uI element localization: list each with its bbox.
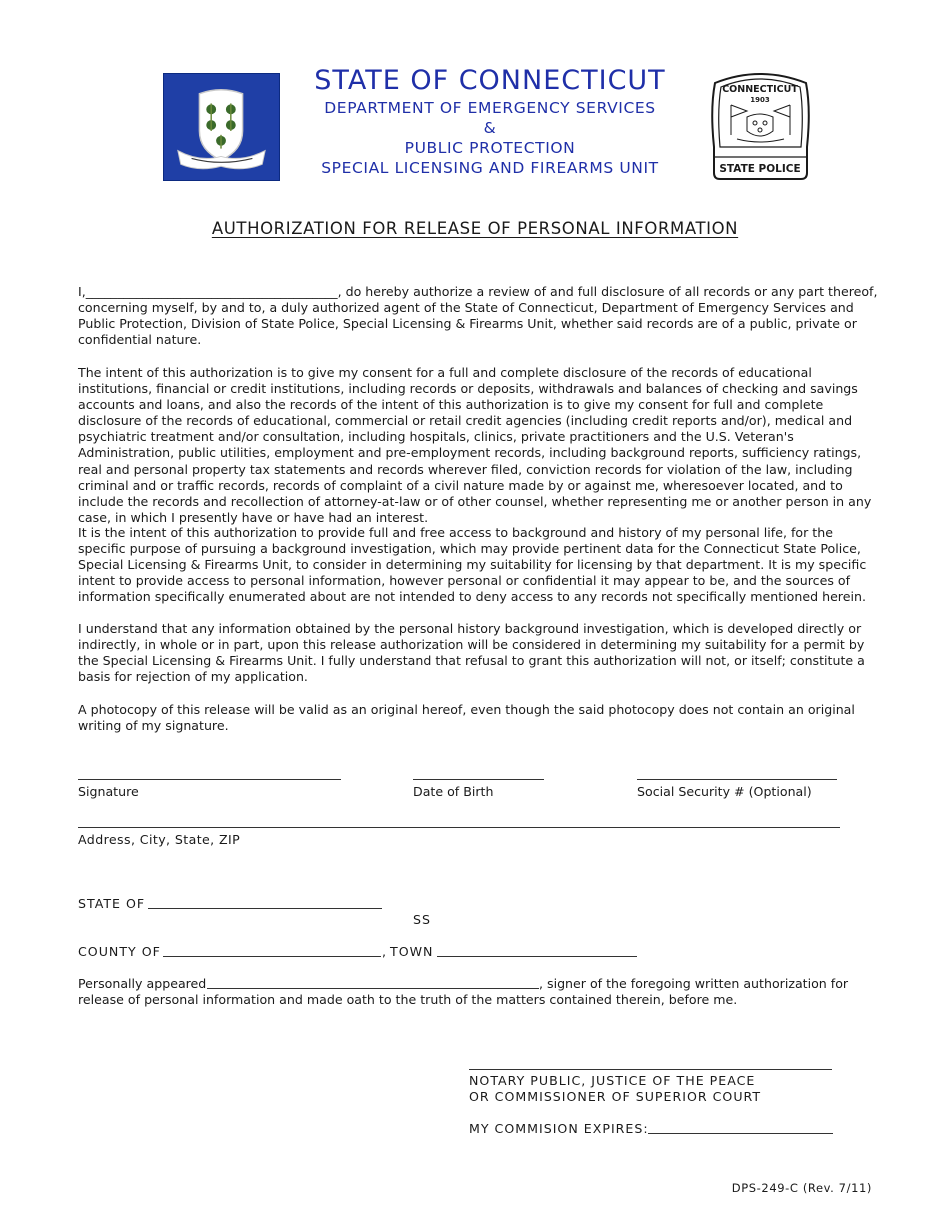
- personally-appeared-tail: , signer of the foregoing written authorization for: [539, 976, 849, 991]
- badge-graphic: [707, 69, 814, 181]
- paragraph-background-access: It is the intent of this authorization to provide full and free access to background and history of my personal life, for the specific purpose of pursuing a background investigation, which may provide pertinent data for the Connecticut State Police, Special Licensing & Firearms Unit, to consider in determining my suitability for licensing by that department. It is my specific intent to provide access to personal information, however personal or confidential it may appear to be, and the sources of information specifically enumerated about are not intended to deny access to any records not specifically mentioned herein.: [78, 525, 867, 605]
- notary-title-line1: NOTARY PUBLIC, JUSTICE OF THE PEACE: [469, 1073, 756, 1088]
- badge-top-text: CONNECTICUT: [722, 84, 798, 95]
- state-title: STATE OF CONNECTICUT: [314, 65, 666, 96]
- town-label: TOWN: [390, 944, 434, 959]
- county-of-label: COUNTY OF: [78, 944, 161, 959]
- badge-bottom-text: STATE POLICE: [719, 163, 801, 175]
- town-comma: ,: [382, 944, 387, 959]
- commission-expires-label: MY COMMISION EXPIRES:: [469, 1121, 649, 1136]
- personally-appeared-line2: release of personal information and made oath to the truth of the matters contained therein, before me.: [78, 992, 738, 1007]
- town-line[interactable]: [437, 956, 637, 957]
- state-of-line[interactable]: [148, 908, 382, 909]
- notary-title-line2: OR COMMISSIONER OF SUPERIOR COURT: [469, 1089, 762, 1104]
- county-of-line[interactable]: [163, 956, 381, 957]
- department-line-1: DEPARTMENT OF EMERGENCY SERVICES: [324, 99, 656, 117]
- ssn-label: Social Security # (Optional): [637, 784, 812, 799]
- personally-appeared-label: Personally appeared: [78, 976, 207, 991]
- ss-label: SS: [413, 912, 431, 927]
- signature-label: Signature: [78, 784, 139, 799]
- date-of-birth-label: Date of Birth: [413, 784, 494, 799]
- state-police-badge: [707, 69, 814, 181]
- signature-line[interactable]: [78, 779, 341, 780]
- address-line[interactable]: [78, 827, 840, 828]
- personally-appeared-line[interactable]: [207, 988, 539, 989]
- flag-seal-graphic: [164, 74, 279, 180]
- paragraph-authorization: I,________________________________________, do hereby authorize a review of and full disclosure of all records or any part thereof, concerning myself, by and to, a duly authorized agent of the State of Connecticut, Department of Emergency Services and Public Protection, Division of State Police, Special Licensing & Firearms Unit, whether said records are of a public, private or confidential nature.: [78, 284, 878, 348]
- ssn-line[interactable]: [637, 779, 837, 780]
- commission-expires-line[interactable]: [648, 1133, 833, 1134]
- paragraph-understanding: I understand that any information obtained by the personal history background investigation, which is developed directly or indirectly, in whole or in part, upon this release authorization will be considered in determining my suitability for a permit by the Special Licensing & Firearms Unit. I fully understand that refusal to grant this authorization will not, or itself; constitute a basis for rejection of my application.: [78, 621, 865, 685]
- paragraph-photocopy: A photocopy of this release will be valid as an original hereof, even though the said photocopy does not contain an original writing of my signature.: [78, 702, 855, 734]
- notary-signature-line[interactable]: [469, 1069, 832, 1070]
- date-of-birth-line[interactable]: [413, 779, 544, 780]
- paragraph-intent-disclosure: The intent of this authorization is to give my consent for a full and complete disclosure of the records of educational institutions, financial or credit institutions, including records or deposits, withdrawals and balances of checking and savings accounts and loans, and also the records of the intent of this authorization is to give my consent for full and complete disclosure of the records of educational, commercial or retail credit agencies (including credit reports and/or), medical and psychiatric treatment and/or consultation, including hospitals, clinics, private practitioners and the U.S. Veteran's Administration, public utilities, employment and pre-employment records, including background reports, sufficiency ratings, real and personal property tax statements and records wherever filed, conviction records for violation of the law, including criminal and or traffic records, records of complaint of a civil nature made by or against me, wheresoever located, and to include the records and recollection of attorney-at-law or of other counsel, whether representing me or another person in any case, in which I presently have or have had an interest.: [78, 365, 872, 525]
- form-title: AUTHORIZATION FOR RELEASE OF PERSONAL INFORMATION: [211, 219, 739, 238]
- address-label: Address, City, State, ZIP: [78, 832, 241, 847]
- department-line-3: SPECIAL LICENSING AND FIREARMS UNIT: [321, 159, 659, 177]
- form-code: DPS-249-C (Rev. 7/11): [731, 1181, 872, 1195]
- department-ampersand: &: [483, 119, 497, 137]
- connecticut-flag: [163, 73, 280, 181]
- state-of-label: STATE OF: [78, 896, 146, 911]
- department-line-2: PUBLIC PROTECTION: [404, 139, 576, 157]
- badge-year-text: 1903: [750, 96, 770, 104]
